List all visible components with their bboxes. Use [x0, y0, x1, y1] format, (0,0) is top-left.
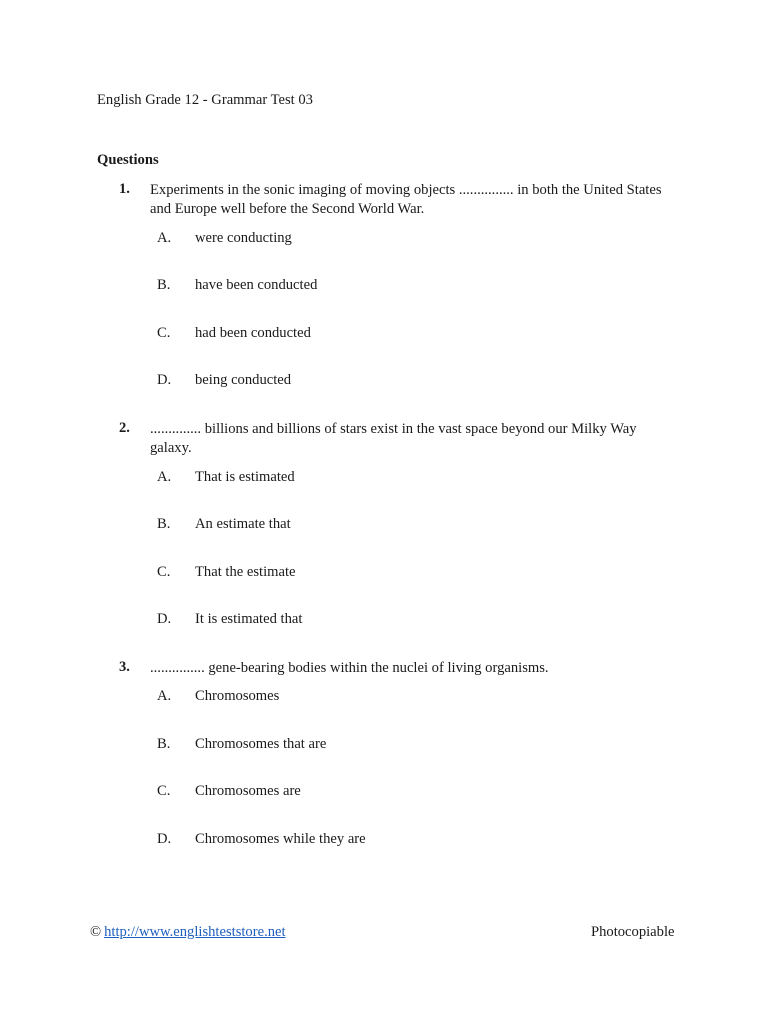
question-text: Experiments in the sonic imaging of moving objects ............... in both the United States and Europe well before the Second World War. [150, 182, 662, 217]
question-3-option-a [0, 688, 768, 708]
option-letter: B. [157, 736, 171, 752]
question-3-option-d [0, 831, 768, 851]
option-text: It is estimated that [195, 611, 303, 627]
option-text: were conducting [195, 230, 292, 246]
option-text: That is estimated [195, 469, 295, 485]
question-number: 1. [119, 181, 130, 197]
option-letter: A. [157, 230, 172, 246]
page-title: English Grade 12 - Grammar Test 03 [97, 92, 313, 108]
option-text: An estimate that [195, 516, 291, 532]
question-1-option-b [0, 277, 768, 297]
question-number: 2. [119, 420, 130, 436]
question-3-option-b [0, 736, 768, 756]
option-text: being conducted [195, 372, 292, 388]
option-letter: C. [157, 325, 171, 341]
option-letter: B. [157, 516, 171, 532]
website-link[interactable]: http://www.englishteststore.net [104, 924, 286, 940]
question-text: ............... gene-bearing bodies within the nuclei of living organisms. [150, 660, 549, 676]
photocopiable-label: Photocopiable [591, 924, 675, 940]
copyright-symbol: © [90, 924, 102, 940]
option-letter: C. [157, 564, 171, 580]
page-footer [0, 924, 768, 944]
copyright-notice [90, 924, 286, 941]
option-letter: D. [157, 372, 172, 388]
option-letter: C. [157, 783, 171, 799]
question-1-option-a [0, 230, 768, 250]
question-3-option-c [0, 783, 768, 803]
question-number: 3. [119, 659, 130, 675]
option-text: Chromosomes that are [195, 736, 327, 752]
option-text: Chromosomes are [195, 783, 301, 799]
option-letter: D. [157, 611, 172, 627]
question-1-option-d [0, 372, 768, 392]
option-letter: B. [157, 277, 171, 293]
question-1-option-c [0, 325, 768, 345]
option-text: Chromosomes [195, 688, 280, 704]
question-2-option-b [0, 516, 768, 536]
question-2-option-c [0, 564, 768, 584]
option-letter: A. [157, 469, 172, 485]
section-heading: Questions [97, 152, 159, 168]
option-text: That the estimate [195, 564, 296, 580]
option-text: Chromosomes while they are [195, 831, 366, 847]
option-text: had been conducted [195, 325, 311, 341]
question-text: .............. billions and billions of stars exist in the vast space beyond our Milky Way galaxy. [150, 421, 637, 456]
question-2-option-a [0, 469, 768, 489]
question-2-option-d [0, 611, 768, 631]
option-letter: A. [157, 688, 172, 704]
option-letter: D. [157, 831, 172, 847]
option-text: have been conducted [195, 277, 318, 293]
